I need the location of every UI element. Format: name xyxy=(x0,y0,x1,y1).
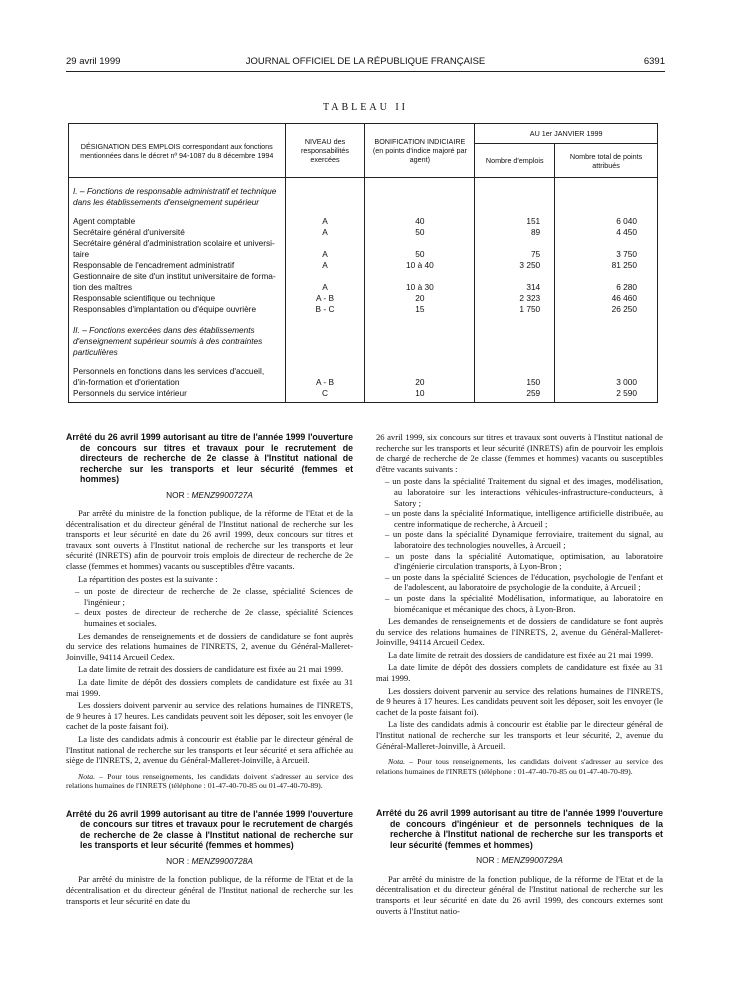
nor-reference: NOR : MENZ9900727A xyxy=(166,489,253,500)
row-label: Responsable de l'encadrement administratif xyxy=(69,260,286,271)
row-nombre-emplois: 259 xyxy=(475,388,555,399)
row-nombre-total-points: 46 460 xyxy=(555,293,658,304)
list-item: – deux postes de directeur de recherche de 2e classe, spécialité Sciences humaines et sociales. xyxy=(66,607,353,628)
list-item: – un poste dans la spécialité Traitement du signal et des images, modélisation, au laboratoire sur les interactions véhicules-infrastructure-conducteurs, à Satory ; xyxy=(376,476,663,508)
row-niveau: B - C xyxy=(285,304,365,315)
paragraph: La liste des candidats admis à concourir est établie par le directeur général de l'Institut national de recherche sur les transports et leur sécurité et sera affichée au siège de l'INRETS, 2, avenue du Général-Malleret-Joinville, à Arcueil. xyxy=(66,733,353,766)
paragraph: Les demandes de renseignements et de dossiers de candidature se font auprès du service des relations humaines de l'INRETS, 2, avenue du Général-Malleret-Joinville, 94114 Arcueil Cedex. xyxy=(376,616,663,648)
list-item: – un poste dans la spécialité Sciences de l'éducation, psychologie de l'enfant et de l'adolescent, au laboratoire de psychologie de la conduite, à Arcueil ; xyxy=(376,572,663,593)
list xyxy=(66,586,353,628)
row-niveau: A xyxy=(285,260,365,271)
article-title: Arrêté du 26 avril 1999 autorisant au titre de l'année 1999 l'ouverture de concours sur titres et travaux pour le recrutement de directeurs de recherche de 2e classe à l'Institut national de recherche sur les transports et leur sécurité (femmes et hommes) xyxy=(66,432,353,484)
table-body xyxy=(69,178,658,403)
row-bonification: 10 à 30 xyxy=(365,271,475,293)
table-title: TABLEAU II xyxy=(322,102,409,113)
paragraph: La date limite de retrait des dossiers de candidature est fixée au 21 mai 1999. xyxy=(78,664,344,675)
article-title: Arrêté du 26 avril 1999 autorisant au titre de l'année 1999 l'ouverture de concours sur titres et travaux pour le recrutement de chargés de recherche de 2e classe à l'Institut national de recherche sur les transports et leur sécurité (femmes et hommes) xyxy=(66,808,353,851)
table-row xyxy=(69,366,658,388)
row-nombre-emplois: 150 xyxy=(475,366,555,388)
row-nombre-total-points: 4 450 xyxy=(555,227,658,238)
row-nombre-emplois: 3 250 xyxy=(475,260,555,271)
list-item: – un poste de directeur de recherche de 2e classe, spécialité Sciences de l'ingénieur ; xyxy=(66,586,353,607)
row-nombre-total-points: 6 280 xyxy=(555,271,658,293)
row-label: Responsables d'implantation ou d'équipe ouvrière xyxy=(69,304,286,315)
row-nombre-total-points: 3 000 xyxy=(555,366,658,388)
header-designation: DÉSIGNATION DES EMPLOIS correspondant aux fonctions mentionnées dans le décret nº 94-1087 du 8 décembre 1994 xyxy=(69,124,286,178)
table-row xyxy=(69,260,658,271)
header-nombre-total-points: Nombre total de points attribués xyxy=(555,144,658,178)
row-nombre-total-points: 81 250 xyxy=(555,260,658,271)
table-row xyxy=(69,293,658,304)
row-nombre-total-points: 3 750 xyxy=(555,238,658,260)
row-label: Secrétaire général d'université xyxy=(69,227,286,238)
paragraph: La répartition des postes est la suivante : xyxy=(78,573,218,584)
paragraph: La date limite de dépôt des dossiers complets de candidature est fixée au 31 mai 1999. xyxy=(376,662,663,684)
table-row xyxy=(69,216,658,227)
row-nombre-total-points: 2 590 xyxy=(555,388,658,399)
row-niveau: A - B xyxy=(285,366,365,388)
row-bonification: 10 xyxy=(365,388,475,399)
table-row xyxy=(69,304,658,315)
paragraph: Par arrêté du ministre de la fonction publique, de la réforme de l'Etat et de la décentralisation et du directeur général de l'Institut national de recherche sur les transports et leur sécurité en date du 26 avril 1999, des concours externes sont ouverts à l'Institut natio- xyxy=(376,873,663,916)
row-nombre-total-points: 6 040 xyxy=(555,216,658,227)
row-nombre-total-points: 26 250 xyxy=(555,304,658,315)
section-title: I. – Fonctions de responsable administratif et technique dans les établissements d'enseignement supérieur xyxy=(69,186,286,208)
header-bonification: BONIFICATION INDICIAIRE (en points d'indice majoré par agent) xyxy=(365,124,475,178)
row-label: Personnels en fonctions dans les services d'accueil, d'in-formation et d'orientation xyxy=(69,366,286,388)
paragraph: Par arrêté du ministre de la fonction publique, de la réforme de l'Etat et de la décentralisation et du directeur général de l'Institut national de recherche sur les transports et leur sécurité en date du 26 avril 1999, deux concours sur titres et travaux sont ouverts à l'Institut national de recherche sur les transports et leur sécurité (INRETS) afin de pourvoir trois emplois de directeur de recherche de 2e classe (femmes et hommes) vacants ou susceptibles d'être vacants. xyxy=(66,508,353,572)
section-row xyxy=(69,186,658,208)
row-bonification: 50 xyxy=(365,238,475,260)
row-nombre-emplois: 1 750 xyxy=(475,304,555,315)
section-title: II. – Fonctions exercées dans des établissements d'enseignement supérieur soumis à des contraintes particulières xyxy=(69,325,286,358)
header-journal: JOURNAL OFFICIEL DE LA RÉPUBLIQUE FRANÇAISE xyxy=(245,56,486,67)
row-bonification: 15 xyxy=(365,304,475,315)
paragraph: La date limite de retrait des dossiers de candidature est fixée au 21 mai 1999. xyxy=(388,649,654,660)
paragraph: Les dossiers doivent parvenir au service des relations humaines de l'INRETS, de 9 heures à 17 heures. Les candidats peuvent soit les déposer, soit les envoyer (le cachet de la poste faisant foi). xyxy=(66,700,353,732)
row-niveau: A xyxy=(285,216,365,227)
row-niveau: C xyxy=(285,388,365,399)
left-column xyxy=(66,432,353,908)
list-item: – un poste dans la spécialité Modélisation, informatique, au laboratoire en biomécanique et mécanique des chocs, à Lyon-Bron. xyxy=(376,593,663,614)
nota: Nota. – Pour tous renseignements, les candidats doivent s'adresser au service des relations humaines de l'INRETS (téléphone : 01-47-40-70-85 ou 01-47-40-70-89). xyxy=(376,757,663,776)
header-date: 29 avril 1999 xyxy=(66,56,121,67)
nota: Nota. – Pour tous renseignements, les candidats doivent s'adresser au service des relations humaines de l'INRETS (téléphone : 01-47-40-70-85 ou 01-47-40-70-89). xyxy=(66,771,353,791)
row-nombre-emplois: 89 xyxy=(475,227,555,238)
row-bonification: 20 xyxy=(365,293,475,304)
row-nombre-emplois: 75 xyxy=(475,238,555,260)
header-rule xyxy=(66,71,665,72)
paragraph: Par arrêté du ministre de la fonction publique, de la réforme de l'Etat et de la décentralisation et du directeur général de l'Institut national de recherche sur les transports et leur sécurité en date du xyxy=(66,874,353,906)
list xyxy=(376,476,663,614)
row-label: Agent comptable xyxy=(69,216,286,227)
nor-reference: NOR : MENZ9900728A xyxy=(166,855,253,866)
paragraph: La liste des candidats admis à concourir est établie par le directeur général de l'Institut national de recherche sur les transports et leur sécurité, 2, avenue du Général-Malleret-Joinville, à Arcueil. xyxy=(376,719,663,751)
row-niveau: A xyxy=(285,238,365,260)
row-label: Personnels du service intérieur xyxy=(69,388,286,399)
paragraph: Les dossiers doivent parvenir au service des relations humaines de l'INRETS, de 9 heures à 17 heures. Les candidats peuvent soit les déposer, soit les envoyer (le cachet de la poste faisant foi). xyxy=(376,685,663,717)
row-nombre-emplois: 314 xyxy=(475,271,555,293)
row-label: Responsable scientifique ou technique xyxy=(69,293,286,304)
running-header xyxy=(66,56,665,72)
row-niveau: A xyxy=(285,271,365,293)
row-bonification: 50 xyxy=(365,227,475,238)
row-bonification: 20 xyxy=(365,366,475,388)
section-row xyxy=(69,325,658,358)
row-nombre-emplois: 2 323 xyxy=(475,293,555,304)
row-label: Secrétaire général d'administration scolaire et universi-taire xyxy=(69,238,286,260)
paragraph: Les demandes de renseignements et de dossiers de candidature se font auprès du service des relations humaines de l'INRETS, 2, avenue du Général-Malleret-Joinville, 94114 Arcueil Cedex. xyxy=(66,630,353,662)
row-nombre-emplois: 151 xyxy=(475,216,555,227)
header-nombre-emplois: Nombre d'emplois xyxy=(475,144,555,178)
paragraph: La date limite de dépôt des dossiers complets de candidature est fixée au 31 mai 1999. xyxy=(66,677,353,698)
list-item: – un poste dans la spécialité Automatique, optimisation, au laboratoire d'ingénierie circulation transports, à Lyon-Bron ; xyxy=(376,551,663,572)
header-page-number: 6391 xyxy=(643,56,665,67)
tableau-ii xyxy=(68,123,658,403)
table-row xyxy=(69,388,658,399)
list-item: – un poste dans la spécialité Dynamique ferroviaire, traitement du signal, au laboratoire des technologies nouvelles, à Arcueil ; xyxy=(376,529,663,550)
row-niveau: A xyxy=(285,227,365,238)
table-row xyxy=(69,271,658,293)
row-niveau: A - B xyxy=(285,293,365,304)
table-row xyxy=(69,227,658,238)
right-column xyxy=(376,432,663,918)
paragraph: 26 avril 1999, six concours sur titres et travaux sont ouverts à l'Institut national de recherche sur les transports et leur sécurité (INRETS) afin de pourvoir les emplois de chargé de recherche de 2e classe (femmes et hommes) vacants ou susceptibles d'être vacants suivants : xyxy=(376,432,663,474)
header-niveau: NIVEAU des responsabilités exercées xyxy=(285,124,365,178)
row-label: Gestionnaire de site d'un institut universitaire de forma-tion des maîtres xyxy=(69,271,286,293)
nor-reference: NOR : MENZ9900729A xyxy=(476,855,563,866)
row-bonification: 40 xyxy=(365,216,475,227)
list-item: – un poste dans la spécialité Informatique, intelligence artificielle distribuée, au centre informatique de recherche, à Arcueil ; xyxy=(376,508,663,529)
table-row xyxy=(69,238,658,260)
article-title: Arrêté du 26 avril 1999 autorisant au titre de l'année 1999 l'ouverture de concours d'ingénieur et de personnels techniques de la recherche à l'Institut national de recherche sur les transports et leur sécurité (femmes et hommes) xyxy=(376,808,663,850)
header-au-1er-janvier: AU 1er JANVIER 1999 xyxy=(475,124,658,144)
row-bonification: 10 à 40 xyxy=(365,260,475,271)
